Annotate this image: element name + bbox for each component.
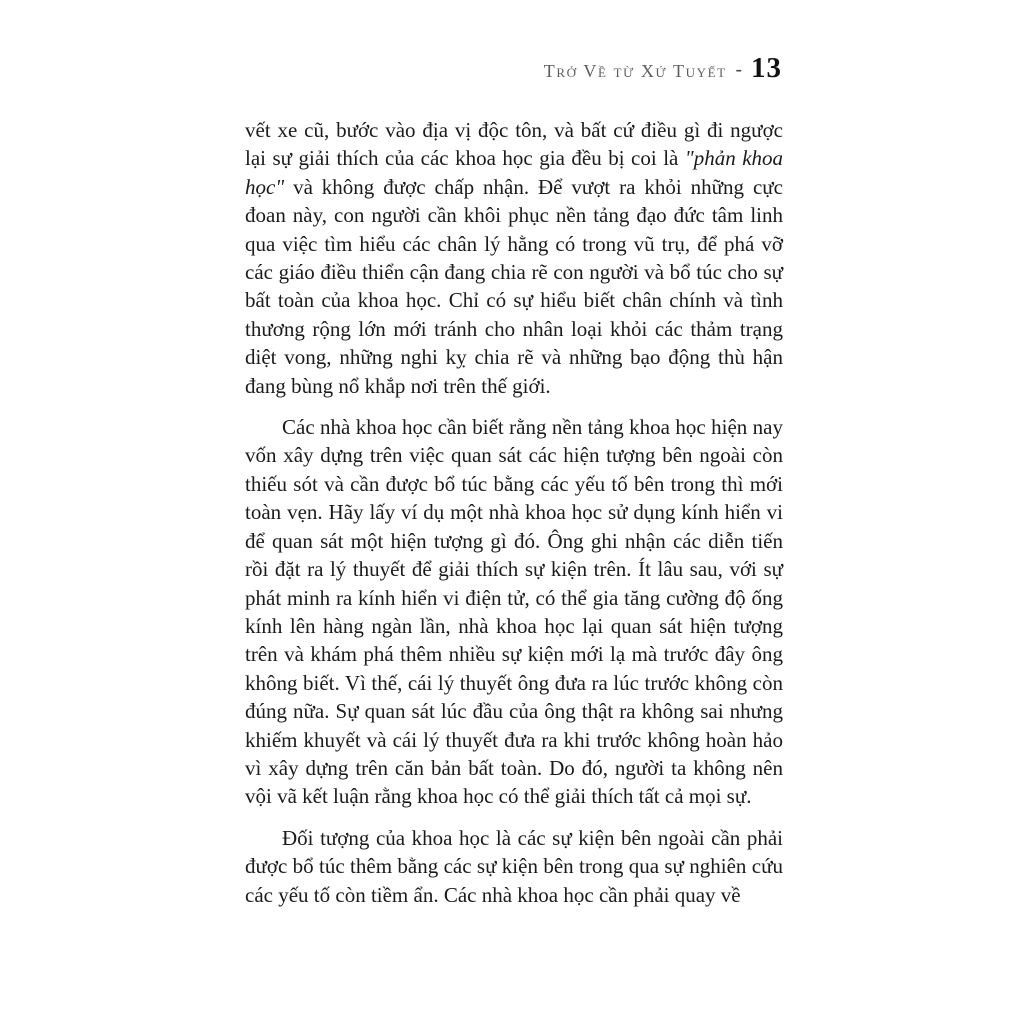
page-number: 13 xyxy=(751,52,782,84)
text-run: vết xe cũ, bước vào địa vị độc tôn, và bất cứ điều gì đi ngược lại sự giải thích của các khoa học gia đều bị coi là xyxy=(245,118,783,171)
body-text xyxy=(245,116,783,922)
paragraph xyxy=(245,116,783,400)
paragraph xyxy=(245,824,783,909)
italic-text-run: "phản khoa học" xyxy=(245,146,784,199)
running-header xyxy=(245,52,782,85)
running-header-separator: - xyxy=(735,59,742,80)
text-run: Đối tượng của khoa học là các sự kiện bên ngoài cần phải được bổ túc thêm bằng các sự kiện bên trong qua sự nghiên cứu các yếu tố còn tiềm ẩn. Các nhà khoa học cần phải quay về xyxy=(245,825,783,907)
paragraph xyxy=(245,413,783,811)
text-run: Các nhà khoa học cần biết rằng nền tảng khoa học hiện nay vốn xây dựng trên việc quan sát các hiện tượng bên ngoài còn thiếu sót và cần được bổ túc bằng các yếu tố bên trong thì mới toàn vẹn. Hãy lấy ví dụ một nhà khoa học sử dụng kính hiển vi để quan sát một hiện tượng gì đó. Ông ghi nhận các diễn tiến rồi đặt ra lý thuyết để giải thích sự kiện trên. Ít lâu sau, với sự phát minh ra kính hiển vi điện tử, có thể gia tăng cường độ ống kính lên hàng ngàn lần, nhà khoa học lại quan sát hiện tượng trên và khám phá thêm nhiều sự kiện mới lạ mà trước đây ông không biết. Vì thế, cái lý thuyết ông đưa ra lúc trước không còn đúng nữa. Sự quan sát lúc đầu của ông thật ra không sai nhưng khiếm khuyết và cái lý thuyết đưa ra khi trước không hoàn hảo vì xây dựng trên căn bản bất toàn. Do đó, người ta không nên vội vã kết luận rằng khoa học có thể giải thích tất cả mọi sự. xyxy=(245,415,783,809)
running-header-title: Trở Về từ Xứ Tuyết xyxy=(543,61,727,81)
text-run: và không được chấp nhận. Để vượt ra khỏi những cực đoan này, con người cần khôi phục nền tảng đạo đức tâm linh qua việc tìm hiểu các chân lý hằng có trong vũ trụ, để phá vỡ các giáo điều thiển cận đang chia rẽ con người và bổ túc cho sự bất toàn của khoa học. Chỉ có sự hiểu biết chân chính và tình thương rộng lớn mới tránh cho nhân loại khỏi các thảm trạng diệt vong, những nghi kỵ chia rẽ và những bạo động thù hận đang bùng nổ khắp nơi trên thế giới. xyxy=(245,174,783,398)
